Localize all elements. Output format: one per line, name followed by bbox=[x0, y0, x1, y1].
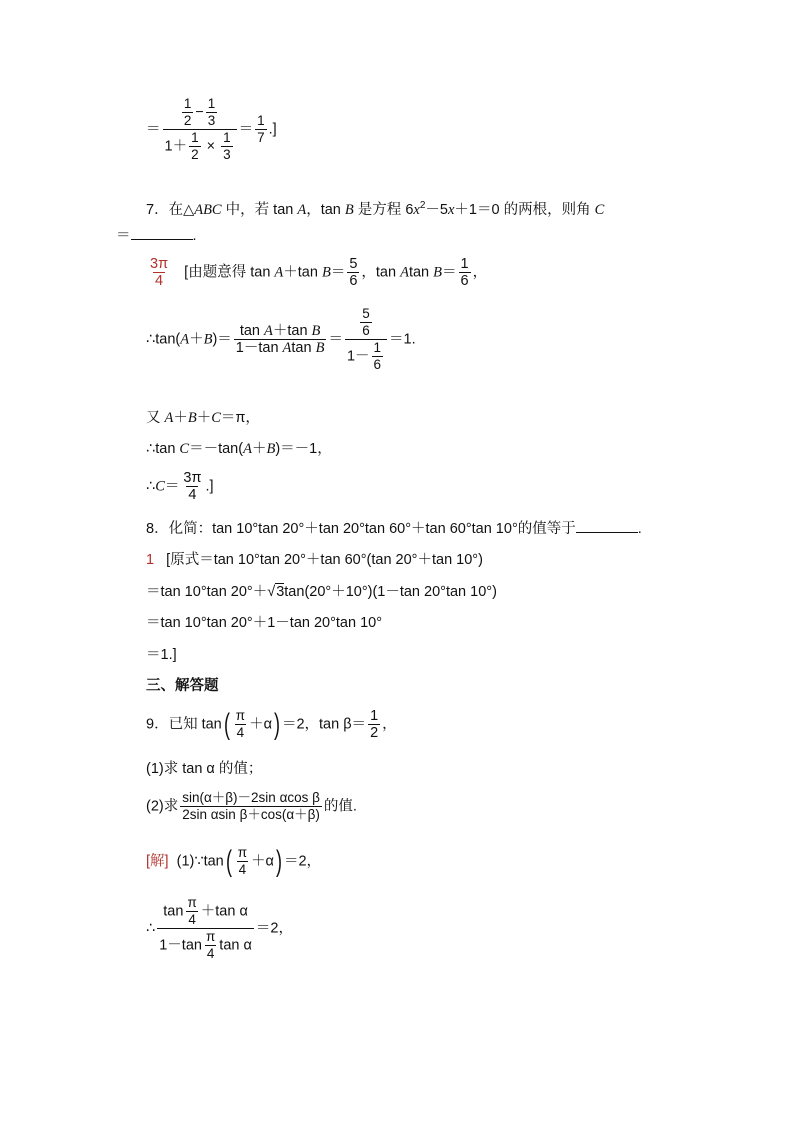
a7-line5: ∴C＝ $\frac{3\pi}{4}$ .] bbox=[146, 470, 214, 503]
a7-line1: $\frac{3\pi}{4}$ [由题意得 tan A＋tan B＝ $\frac{5}{6}$ ，tan Atan B＝ $\frac{1}{6}$ ， bbox=[150, 256, 488, 289]
sol9-line2: ∴ tan $\frac{\pi}{4}$ ＋tan α 1－tan $\frac{\pi}{4}$ tan α ＝2， bbox=[146, 895, 293, 961]
big-fraction: $\frac{1}{2}$ − $\frac{1}{3}$ 1＋ $\frac{1}{2}$ × $\frac{1}{3}$ bbox=[163, 96, 237, 163]
a7-line4: ∴tan C＝－tan(A＋B)＝－1， bbox=[146, 441, 332, 457]
q6-solution-final: ＝ $\frac{1}{2}$ − $\frac{1}{3}$ 1＋ $\frac{1}{2}$ × $\frac{1}{3}$ ＝ $\frac{1}{7}$ .] bbox=[146, 96, 277, 162]
section-heading: 三、解答题 bbox=[146, 678, 219, 694]
answer-value: $\frac{3\pi}{4}$ bbox=[150, 256, 169, 289]
a8-line3: ＝tan 10°tan 20°＋1－tan 20°tan 10° bbox=[146, 615, 383, 631]
q7-line2: ＝ . bbox=[116, 228, 197, 244]
a7-line2: ∴tan(A＋B)＝ $\frac{\text{tan A＋tan B}}{\text{1－tan Atan B}}$ ＝ $\frac{5}{6}$ 1－ $\frac{1}{6}$ ＝1. bbox=[146, 306, 416, 372]
q9-line1: 9．已知 tan( $\frac{\pi}{4}$ ＋α) ＝2，tan β＝ $\frac{1}{2}$ ， bbox=[146, 707, 397, 741]
solution-tag: [解] bbox=[146, 853, 169, 870]
q8-line: 8．化简：tan 10°tan 20°＋tan 20°tan 60°＋tan 60°tan 10°的值等于 . bbox=[146, 521, 642, 537]
q7-line1: 7．在△ABC 中，若 tan A，tan B 是方程 $6x^2-5x+1=0$ 的两根，则角 C bbox=[146, 200, 605, 218]
answer-value: 1 bbox=[146, 552, 155, 568]
a8-line4: ＝1.] bbox=[146, 647, 177, 663]
sol9-line1: [解] (1)∵tan( $\frac{\pi}{4}$ ＋α) ＝2， bbox=[146, 844, 322, 878]
answer-blank bbox=[576, 532, 638, 533]
sqrt-symbol: √3 bbox=[267, 584, 285, 600]
a8-line2: ＝tan 10°tan 20°＋√3tan(20°＋10°)(1－tan 20°tan 10°) bbox=[146, 584, 497, 600]
q9-part1: (1)求 tan α 的值； bbox=[146, 761, 263, 777]
answer-blank bbox=[131, 239, 193, 240]
a7-line3: 又 A＋B＋C＝π， bbox=[146, 410, 260, 426]
q9-part2: (2)求 $\frac{\text{sin(α＋β)－2sin αcos β}}{\text{2sin αsin β＋cos(α＋β)}}$ 的值. bbox=[146, 790, 357, 822]
a8-line1: 1 [原式＝tan 10°tan 20°＋tan 60°(tan 20°＋tan 10°) bbox=[146, 552, 483, 568]
